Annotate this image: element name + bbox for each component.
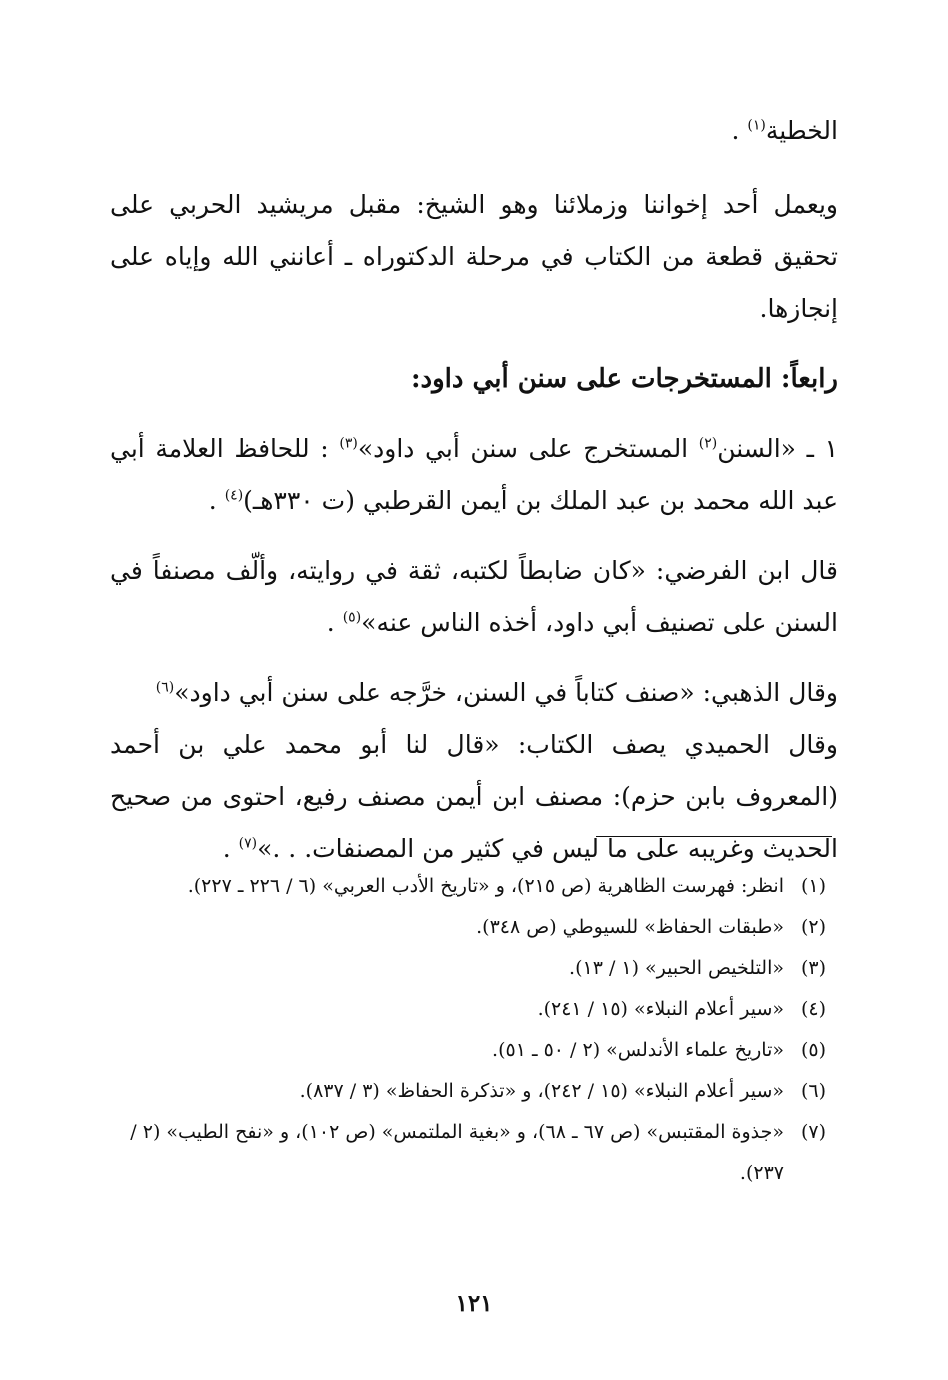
footnote-text: «سير أعلام النبلاء» (١٥ / ٢٤٢)، و «تذكرة الحفاظ» (٣ / ٨٣٧). (299, 1080, 784, 1102)
footnote-divider (596, 836, 832, 837)
footnote-ref: (٤) (224, 487, 244, 504)
quote-al-dhahabi (110, 667, 838, 719)
footnote-item (105, 989, 826, 1030)
text-span: . (222, 834, 239, 863)
quote-ibn-al-faradi (110, 545, 838, 649)
text-span: الخطية (765, 116, 838, 145)
quote-al-humaydi (110, 719, 838, 875)
footnote-text: «التلخيص الحبير» (١ / ١٣). (569, 957, 784, 979)
footnote-item (105, 1071, 826, 1112)
text-span: قال ابن الفرضي: «كان ضابطاً لكتبه، ثقة في روايته، وألّف مصنفاً في السنن على تصنيف أبي داود، أخذه الناس عنه» (110, 556, 838, 637)
text-span: . (208, 486, 225, 515)
footnote-item (105, 907, 826, 948)
footnote-number: (٦) (800, 1080, 826, 1102)
footnote-text: «تاريخ علماء الأندلس» (٢ / ٥٠ ـ ٥١). (492, 1039, 784, 1061)
footnote-ref: (٧) (238, 835, 258, 852)
text-span: وقال الذهبي: «صنف كتاباً في السنن، خرَّجه على سنن أبي داود» (174, 678, 838, 707)
footnote-number: (٥) (800, 1039, 826, 1061)
footnote-text: «طبقات الحفاظ» للسيوطي (ص ٣٤٨). (476, 916, 784, 938)
footnote-text: «جذوة المقتبس» (ص ٦٧ ـ ٦٨)، و «بغية الملتمس» (ص ١٠٢)، و «نفح الطيب» (٢ / ٢٣٧). (130, 1121, 784, 1184)
footnote-ref: (٦) (155, 679, 175, 696)
page-number: ١٢١ (455, 1290, 493, 1317)
footnote-item (105, 948, 826, 989)
footnote-ref: (٥) (342, 609, 362, 626)
text-span: ١ ـ «السنن (717, 434, 838, 463)
footnote-text: انظر: فهرست الظاهرية (ص ٢١٥)، و «تاريخ الأدب العربي» (٦ / ٢٢٦ ـ ٢٢٧). (187, 875, 784, 897)
footnotes (105, 866, 826, 1194)
footnote-item (105, 1112, 826, 1194)
footnote-text: «سير أعلام النبلاء» (١٥ / ٢٤١). (537, 998, 784, 1020)
text-span: : للحافظ العلامة أبي عبد الله محمد بن عبد الملك بن أيمن القرطبي (ت ٣٣٠هـ) (110, 434, 838, 515)
footnote-ref: (٢) (698, 435, 718, 452)
footnote-item (105, 1030, 826, 1071)
footnote-number: (٧) (800, 1121, 826, 1143)
footnote-number: (٢) (800, 916, 826, 938)
item-1 (110, 423, 838, 527)
text-span: . (326, 608, 343, 637)
footnote-number: (١) (800, 875, 826, 897)
paragraph-continuation (110, 105, 838, 157)
footnote-ref: (١) (747, 117, 766, 134)
text-span: وقال الحميدي يصف الكتاب: «قال لنا أبو محمد علي بن أحمد (المعروف بابن حزم): مصنف ابن أيمن مصنف رفيع، احتوى من صحيح الحديث وغريبه على ما ليس في كثير من المصنفات. . .» (110, 730, 838, 863)
paragraph-thesis: ويعمل أحد إخواننا وزملائنا وهو الشيخ: مقبل مريشيد الحربي على تحقيق قطعة من الكتاب في مرحلة الدكتوراه ـ أعانني الله وإياه على إنجازها. (110, 190, 838, 323)
footnote-ref: (٣) (339, 435, 358, 452)
footnote-number: (٤) (800, 998, 826, 1020)
text-span: المستخرج على سنن أبي داود» (357, 434, 699, 463)
main-text (110, 105, 838, 875)
footnote-item (105, 866, 826, 907)
section-heading: رابعاً: المستخرجات على سنن أبي داود: (410, 364, 838, 394)
footnote-number: (٣) (800, 957, 826, 979)
text-span: . (731, 116, 748, 145)
